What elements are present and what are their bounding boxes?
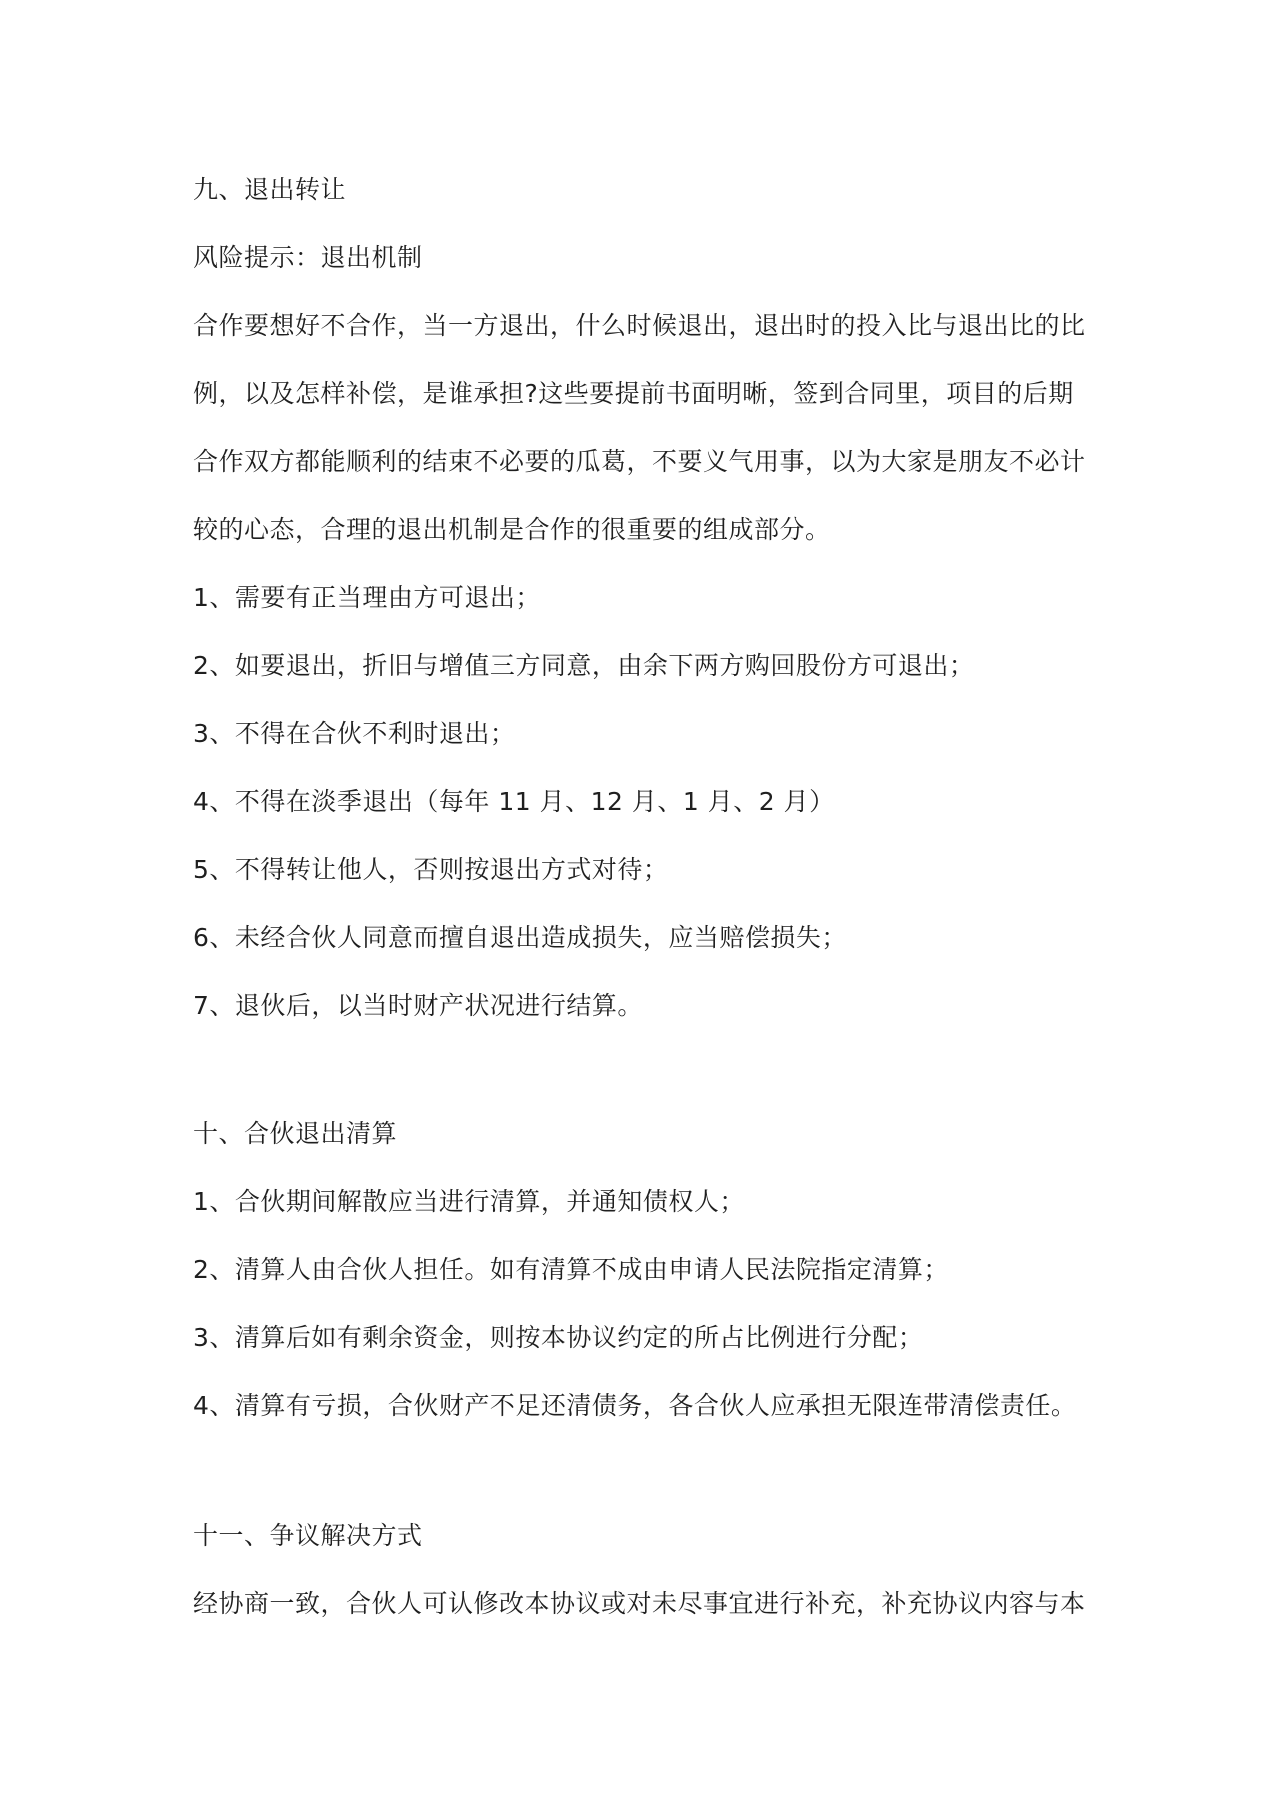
list-item: 4、不得在淡季退出（每年 11 月、12 月、1 月、2 月）: [193, 787, 835, 816]
paragraph-line: 较的心态，合理的退出机制是合作的很重要的组成部分。: [193, 515, 831, 544]
list-item: 1、需要有正当理由方可退出；: [193, 583, 541, 612]
section-11-heading: 十一、争议解决方式: [193, 1521, 423, 1550]
risk-notice-label: 风险提示：退出机制: [193, 243, 423, 272]
list-item: 7、退伙后，以当时财产状况进行结算。: [193, 991, 643, 1020]
paragraph-line: 例，以及怎样补偿，是谁承担?这些要提前书面明晰，签到合同里，项目的后期: [193, 379, 1074, 408]
section-10-heading: 十、合伙退出清算: [193, 1119, 398, 1148]
paragraph-line: 合作双方都能顺利的结束不必要的瓜葛，不要义气用事，以为大家是朋友不必计: [193, 447, 1086, 476]
list-item: 3、不得在合伙不利时退出；: [193, 719, 516, 748]
list-item: 4、清算有亏损，合伙财产不足还清债务，各合伙人应承担无限连带清偿责任。: [193, 1391, 1077, 1420]
section-9-heading: 九、退出转让: [193, 175, 347, 204]
list-item: 5、不得转让他人，否则按退出方式对待；: [193, 855, 669, 884]
list-item: 3、清算后如有剩余资金，则按本协议约定的所占比例进行分配；: [193, 1323, 924, 1352]
paragraph-line: 经协商一致，合伙人可认修改本协议或对未尽事宜进行补充，补充协议内容与本: [193, 1589, 1086, 1618]
list-item: 6、未经合伙人同意而擅自退出造成损失，应当赔偿损失；: [193, 923, 847, 952]
paragraph-line: 合作要想好不合作，当一方退出，什么时候退出，退出时的投入比与退出比的比: [193, 311, 1086, 340]
list-item: 2、清算人由合伙人担任。如有清算不成由申请人民法院指定清算；: [193, 1255, 949, 1284]
list-item: 2、如要退出，折旧与增值三方同意，由余下两方购回股份方可退出；: [193, 651, 975, 680]
list-item: 1、合伙期间解散应当进行清算，并通知债权人；: [193, 1187, 745, 1216]
